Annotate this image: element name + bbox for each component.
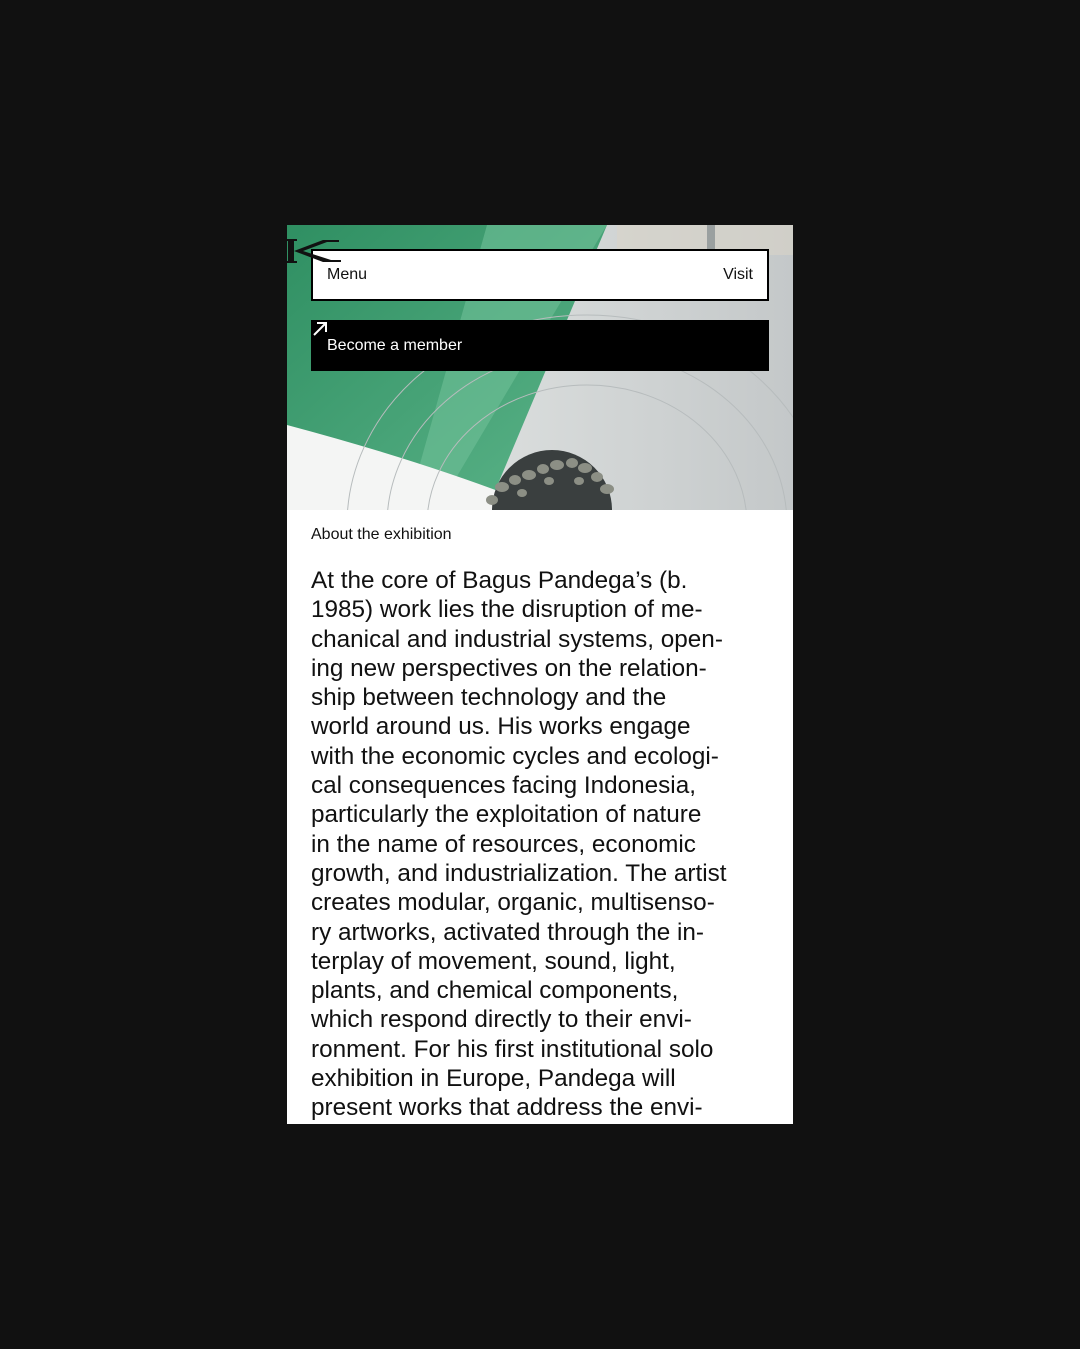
description-line: ship between technology and the: [311, 684, 667, 712]
description-line: ing new perspectives on the relation-: [311, 654, 707, 682]
become-member-label: Become a member: [327, 336, 463, 354]
description-line: with the economic cycles and ecologi-: [311, 742, 719, 770]
description-line: in the name of resources, economic: [311, 830, 696, 858]
description-line: exhibition in Europe, Pandega will: [311, 1065, 676, 1093]
description-line: world around us. His works engage: [311, 713, 691, 741]
description-line: chanical and industrial systems, open-: [311, 625, 723, 653]
description-line: particularly the exploitation of nature: [311, 801, 702, 829]
description-line: growth, and industrialization. The artist: [311, 859, 727, 887]
menu-button[interactable]: Menu: [327, 266, 368, 283]
description-line: creates modular, organic, multisenso-: [311, 889, 715, 917]
description-line: terplay of movement, sound, light,: [311, 947, 676, 975]
top-navigation-bar: [311, 249, 769, 301]
hero-image: [287, 225, 793, 510]
description-line: At the core of Bagus Pandega’s (b.: [311, 567, 688, 594]
description-line: 1985) work lies the disruption of me-: [311, 596, 703, 624]
description-line: present works that address the envi-: [311, 1094, 703, 1122]
description-line: plants, and chemical components,: [311, 977, 679, 1005]
exhibition-section: [311, 510, 771, 1123]
visit-button[interactable]: Visit: [723, 266, 753, 283]
mobile-viewport: [287, 225, 793, 1124]
description-line: cal consequences facing Indonesia,: [311, 772, 696, 800]
become-member-button[interactable]: [311, 320, 769, 371]
section-eyebrow: About the exhibition: [311, 526, 452, 543]
arrow-up-right-icon: [311, 320, 329, 338]
description-line: ry artworks, activated through the in-: [311, 918, 704, 946]
description-line: ronment. For his first institutional solo: [311, 1035, 714, 1063]
exhibition-description: [311, 566, 771, 1123]
k-logo-icon[interactable]: [287, 237, 343, 265]
description-line: which respond directly to their envi-: [311, 1006, 692, 1034]
